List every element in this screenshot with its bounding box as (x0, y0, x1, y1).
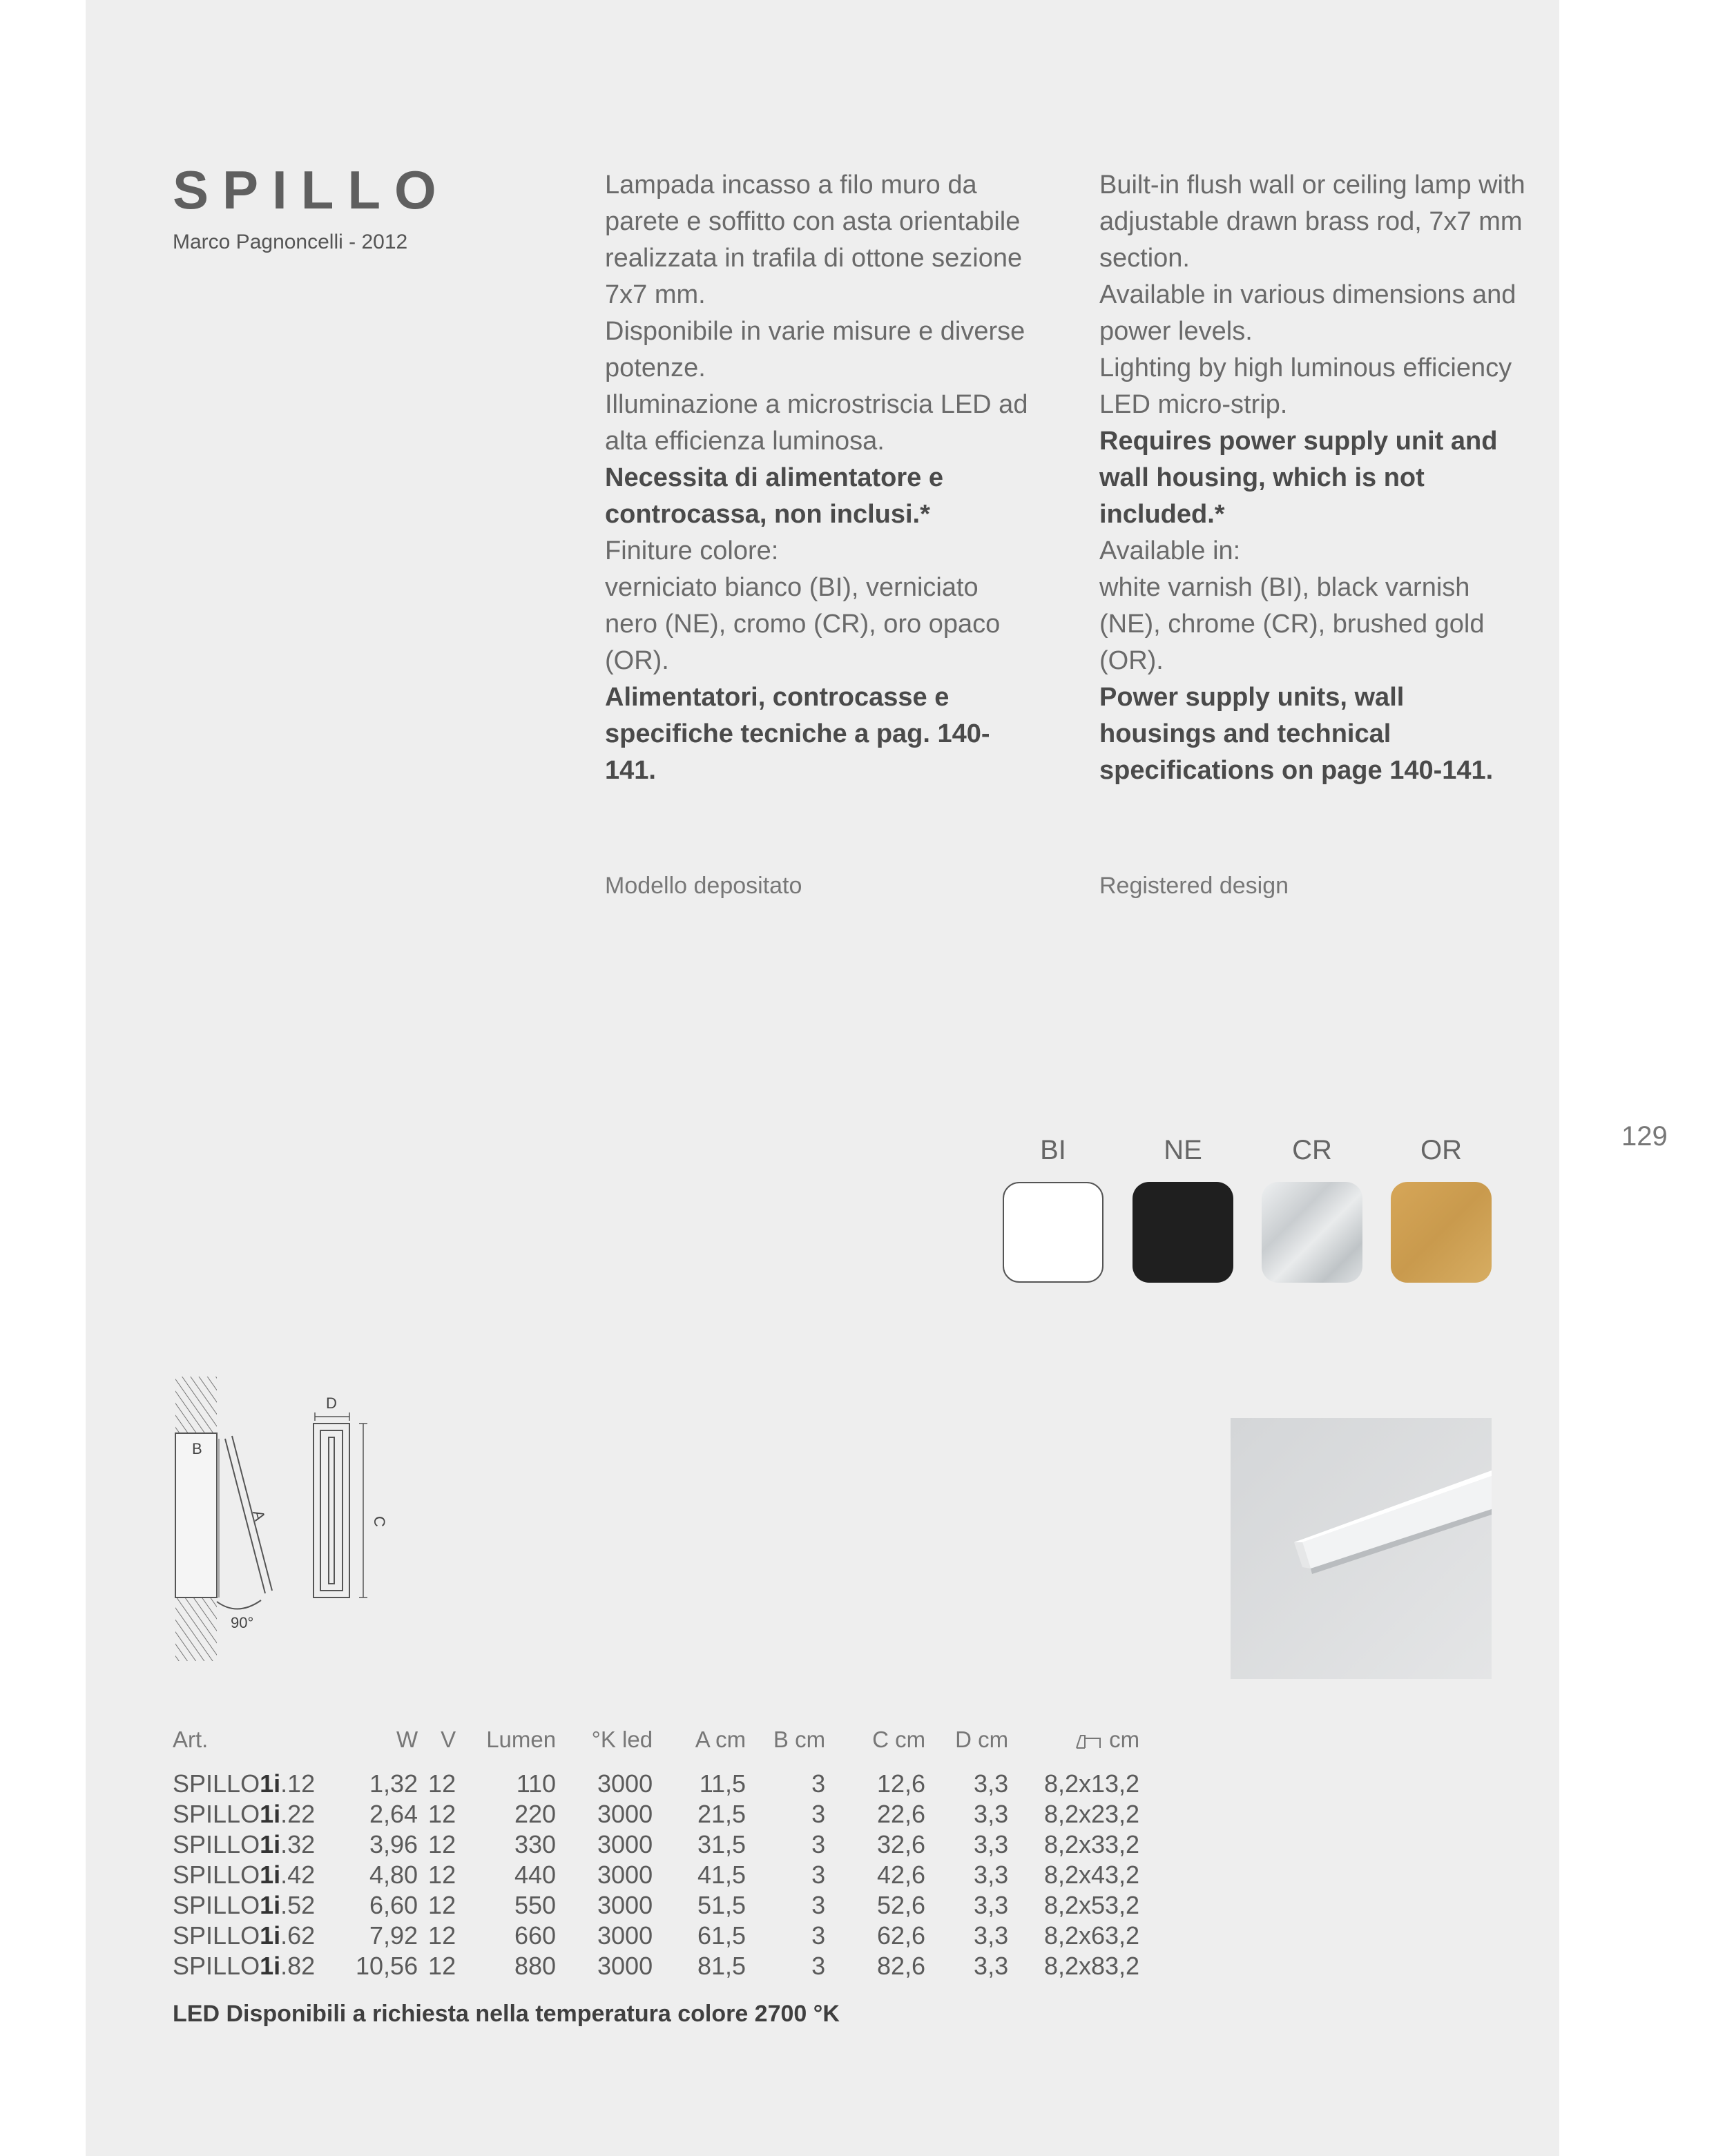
col-header-d: D cm (955, 1727, 1009, 1752)
cell-c: 52,6 (877, 1891, 926, 1919)
col-header-c: C cm (872, 1727, 926, 1752)
cell-d: 3,3 (974, 1891, 1009, 1919)
cell-d: 3,3 (974, 1830, 1009, 1858)
table-row (173, 1769, 1139, 1799)
finish-swatch-black (1133, 1182, 1233, 1283)
designer-credit: Marco Pagnoncelli - 2012 (173, 231, 408, 253)
cell-article: SPILLO1i.32 (173, 1830, 316, 1858)
desc-en-paragraph: Available in: (1099, 536, 1241, 565)
registered-design-it: Modello depositato (605, 873, 802, 899)
desc-it-paragraph: verniciato bianco (BI), verniciato nero (NE), cromo (CR), oro opaco (OR). (605, 573, 1001, 675)
cell-b: 3 (811, 1830, 826, 1858)
finish-label-or: OR (1420, 1135, 1462, 1165)
desc-en-paragraph: Built-in flush wall or ceiling lamp with adjustable drawn brass rod, 7x7 mm section. (1099, 171, 1525, 273)
cell-hole: 8,2x53,2 (1043, 1891, 1140, 1919)
desc-en-paragraph: Available in various dimensions and power levels. (1099, 280, 1516, 346)
cell-b: 3 (811, 1861, 826, 1889)
cell-d: 3,3 (974, 1800, 1009, 1828)
table-row (173, 1799, 1139, 1829)
cell-kelvin: 3000 (597, 1861, 653, 1889)
table-header-row (173, 1726, 1139, 1769)
col-header-b: B cm (773, 1727, 826, 1752)
desc-it-paragraph: Alimentatori, controcasse e specifiche tecniche a pag. 140-141. (605, 683, 990, 785)
cell-kelvin: 3000 (597, 1830, 653, 1858)
finish-label-bi: BI (1040, 1135, 1066, 1165)
cell-watt: 4,80 (369, 1861, 418, 1889)
cell-hole: 8,2x23,2 (1043, 1800, 1140, 1828)
finish-label-cr: CR (1292, 1135, 1332, 1165)
cell-d: 3,3 (974, 1769, 1009, 1798)
side-view-drawing (175, 1377, 272, 1661)
desc-en-paragraph: Lighting by high luminous efficiency LED micro-strip. (1099, 353, 1512, 419)
cell-article: SPILLO1i.82 (173, 1952, 316, 1980)
description-italian (605, 167, 1033, 789)
table-row (173, 1890, 1139, 1921)
cell-a: 51,5 (697, 1891, 746, 1919)
technical-drawing (171, 1374, 406, 1678)
col-header-kelvin: °K led (591, 1727, 653, 1752)
cell-b: 3 (811, 1952, 826, 1980)
table-row (173, 1951, 1139, 1981)
cell-b: 3 (811, 1921, 826, 1950)
cell-kelvin: 3000 (597, 1891, 653, 1919)
cell-b: 3 (811, 1800, 826, 1828)
cell-volt: 12 (428, 1891, 456, 1919)
cell-hole: 8,2x63,2 (1043, 1921, 1140, 1950)
registered-design-en: Registered design (1099, 873, 1289, 899)
finish-swatch-gold (1391, 1182, 1492, 1283)
cell-c: 42,6 (877, 1861, 926, 1889)
cell-kelvin: 3000 (597, 1769, 653, 1798)
cell-volt: 12 (428, 1861, 456, 1889)
cell-hole: 8,2x13,2 (1043, 1769, 1140, 1798)
page-number: 129 (1621, 1121, 1668, 1152)
cell-watt: 7,92 (369, 1921, 418, 1950)
cell-volt: 12 (428, 1830, 456, 1858)
cell-c: 12,6 (877, 1769, 926, 1798)
table-row (173, 1829, 1139, 1860)
desc-it-paragraph: Necessita di alimentatore e controcassa, non inclusi.* (605, 463, 943, 529)
cell-d: 3,3 (974, 1952, 1009, 1980)
cell-d: 3,3 (974, 1921, 1009, 1950)
desc-en-paragraph: Power supply units, wall housings and technical specifications on page 140-141. (1099, 683, 1494, 785)
col-header-lumen: Lumen (486, 1727, 557, 1752)
cell-lumen: 660 (514, 1921, 557, 1950)
cell-lumen: 550 (514, 1891, 557, 1919)
desc-en-paragraph: white varnish (BI), black varnish (NE), chrome (CR), brushed gold (OR). (1099, 573, 1485, 675)
cell-lumen: 110 (516, 1769, 557, 1798)
cell-article: SPILLO1i.12 (173, 1769, 316, 1798)
desc-it-paragraph: Lampada incasso a filo muro da parete e soffitto con asta orientabile realizzata in trafila di ottone sezione 7x7 mm. (605, 171, 1023, 309)
cell-volt: 12 (428, 1800, 456, 1828)
table-row (173, 1860, 1139, 1890)
cell-hole: 8,2x33,2 (1043, 1830, 1140, 1858)
cell-c: 32,6 (877, 1830, 926, 1858)
angle-label: 90° (231, 1614, 254, 1631)
cell-watt: 3,96 (369, 1830, 418, 1858)
cell-hole: 8,2x43,2 (1043, 1861, 1140, 1889)
cell-hole: 8,2x83,2 (1043, 1952, 1140, 1980)
cell-d: 3,3 (974, 1861, 1009, 1889)
specifications-table (173, 1726, 1139, 1981)
finish-swatch-white (1003, 1182, 1104, 1283)
cell-a: 11,5 (699, 1769, 746, 1798)
cell-b: 3 (811, 1891, 826, 1919)
cell-a: 41,5 (697, 1861, 746, 1889)
cell-article: SPILLO1i.42 (173, 1861, 316, 1889)
finish-swatch-chrome (1262, 1182, 1362, 1283)
cell-a: 21,5 (697, 1800, 746, 1828)
table-row (173, 1921, 1139, 1951)
cell-volt: 12 (428, 1769, 456, 1798)
cell-b: 3 (811, 1769, 826, 1798)
cell-a: 31,5 (697, 1830, 746, 1858)
cell-volt: 12 (428, 1921, 456, 1950)
cell-kelvin: 3000 (597, 1800, 653, 1828)
cell-watt: 1,32 (369, 1769, 418, 1798)
dimension-label-d: D (326, 1395, 337, 1412)
cell-c: 22,6 (877, 1800, 926, 1828)
dimension-label-b: B (192, 1440, 202, 1457)
cell-article: SPILLO1i.62 (173, 1921, 316, 1950)
desc-en-paragraph: Requires power supply unit and wall housing, which is not included.* (1099, 427, 1498, 529)
cell-kelvin: 3000 (597, 1921, 653, 1950)
desc-it-paragraph: Illuminazione a microstriscia LED ad alta efficienza luminosa. (605, 390, 1028, 456)
dimension-label-a: A (249, 1508, 269, 1523)
cell-lumen: 440 (514, 1861, 557, 1889)
product-photo (1231, 1418, 1492, 1679)
cell-lumen: 330 (514, 1830, 557, 1858)
desc-it-paragraph: Disponibile in varie misure e diverse potenze. (605, 317, 1025, 382)
finish-label-ne: NE (1164, 1135, 1202, 1165)
dimension-label-c: C (371, 1516, 388, 1527)
description-english (1099, 167, 1528, 789)
col-header-a: A cm (695, 1727, 746, 1752)
cell-article: SPILLO1i.22 (173, 1800, 316, 1828)
cell-c: 82,6 (877, 1952, 926, 1980)
col-header-art: Art. (173, 1727, 209, 1752)
front-view-drawing (314, 1395, 388, 1597)
product-title: SPILLO (173, 159, 450, 220)
cell-kelvin: 3000 (597, 1952, 653, 1980)
desc-it-paragraph: Finiture colore: (605, 536, 779, 565)
cell-watt: 6,60 (369, 1891, 418, 1919)
cell-c: 62,6 (877, 1921, 926, 1950)
cell-watt: 10,56 (356, 1952, 418, 1980)
cell-a: 61,5 (697, 1921, 746, 1950)
led-availability-note: LED Disponibili a richiesta nella temperatura colore 2700 °K (173, 2001, 840, 2027)
cell-volt: 12 (428, 1952, 456, 1980)
cell-watt: 2,64 (369, 1800, 418, 1828)
col-header-w: W (396, 1727, 418, 1752)
cutout-icon (1075, 1731, 1103, 1749)
col-header-hole: cm (1008, 1726, 1139, 1769)
cell-lumen: 220 (514, 1800, 557, 1828)
cell-article: SPILLO1i.52 (173, 1891, 316, 1919)
cell-lumen: 880 (514, 1952, 557, 1980)
col-header-v: V (441, 1727, 456, 1752)
cell-a: 81,5 (697, 1952, 746, 1980)
